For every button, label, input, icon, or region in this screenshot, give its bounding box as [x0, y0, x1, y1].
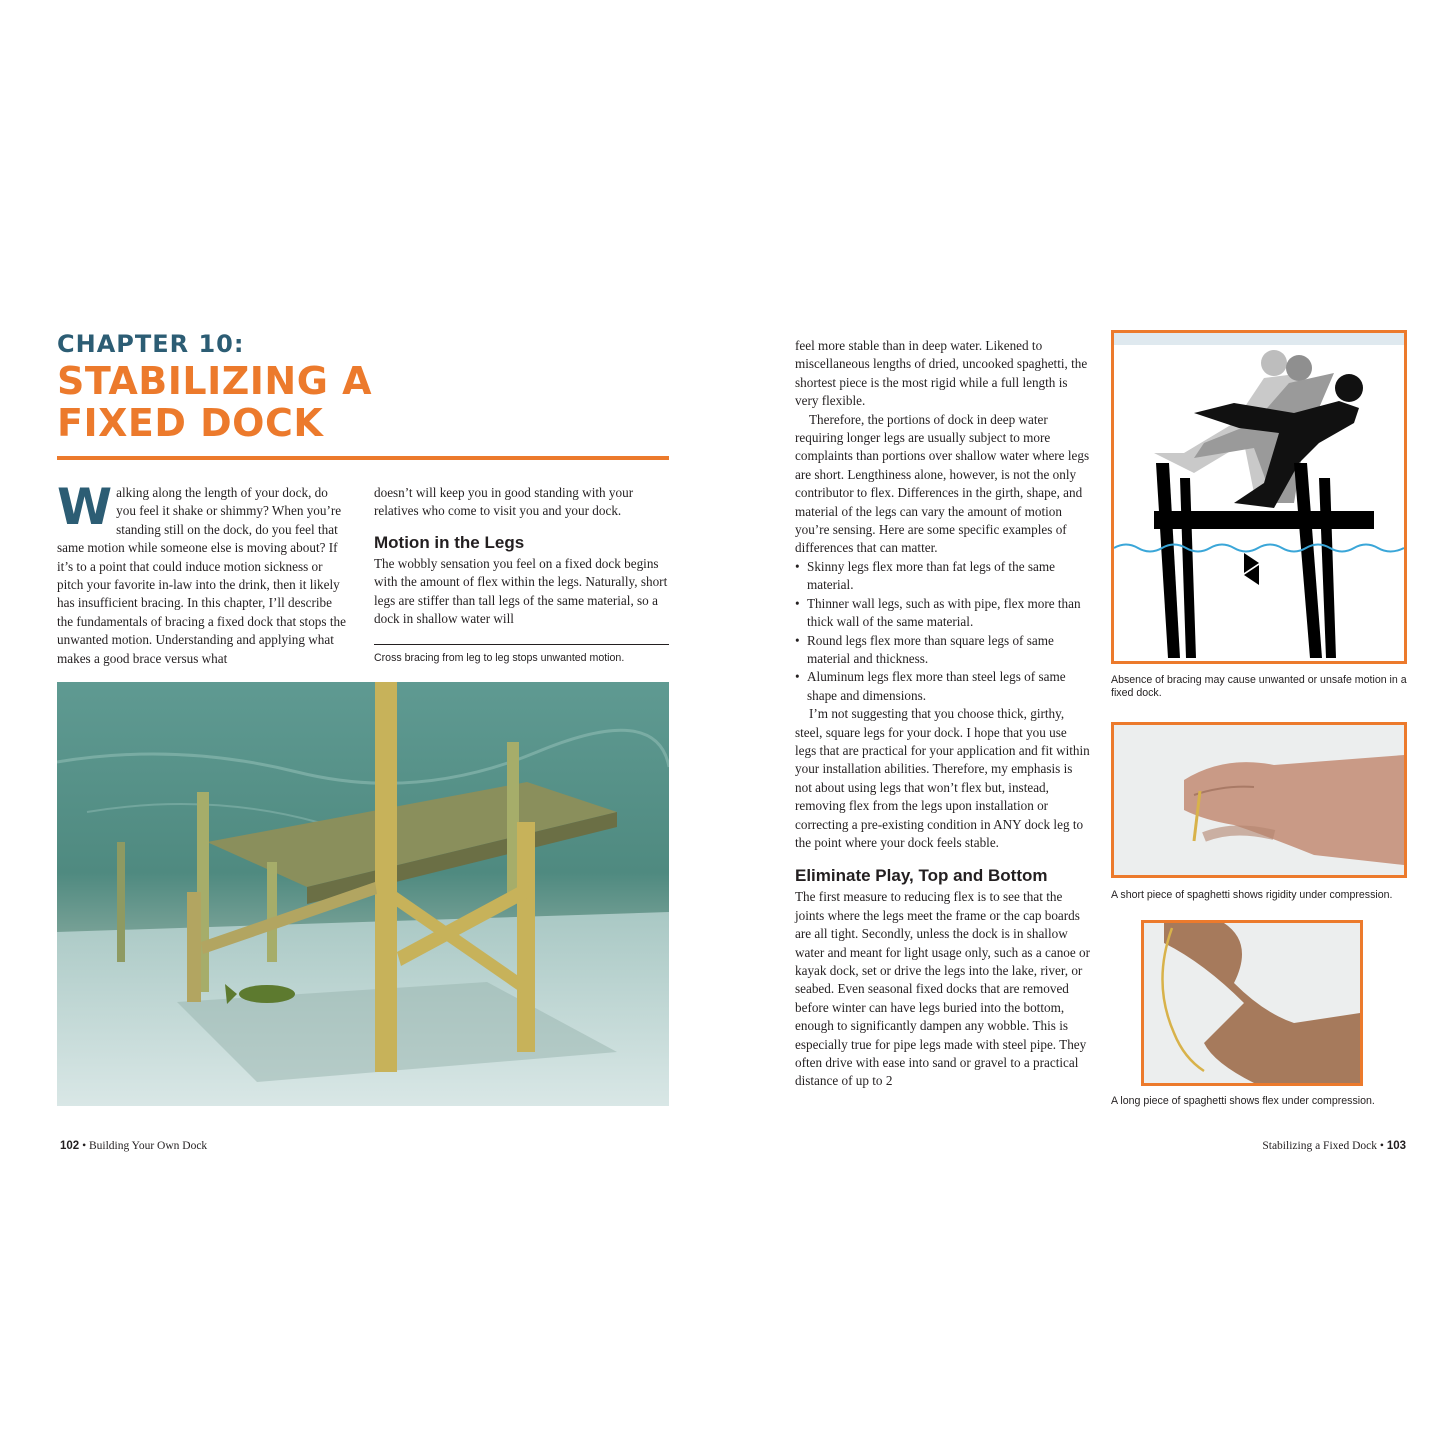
- heading-motion-in-legs: Motion in the Legs: [374, 532, 525, 552]
- caption-rule: [374, 644, 669, 645]
- chapter-title-line2: FIXED DOCK: [57, 401, 324, 445]
- leg-flex-list: [795, 558, 1091, 705]
- page-number-left: 102: [60, 1140, 80, 1152]
- list-item: • Round legs flex more than square legs of same material and thickness.: [795, 632, 1091, 669]
- right-text-column: [795, 337, 1091, 1091]
- right-para1: feel more stable than in deep water. Likened to miscellaneous lengths of dried, uncooked spaghetti, the shortest piece is the most rigid while a full length is very flexible.: [795, 338, 1088, 409]
- right-para3: I’m not suggesting that you choose thick, girthy, steel, square legs for your dock. I hope that you use legs that are practical for your application and fit within your installation abilities. Therefore, my emphasis is not about using legs that won’t flex but, instead, removing flex from the legs upon installation or correcting a pre-existing condition in ANY dock leg to the point where your dock feels stable.: [795, 706, 1090, 850]
- caption-unbraced: Absence of bracing may cause unwanted or unsafe motion in a fixed dock.: [1111, 674, 1407, 699]
- short-spaghetti-svg: [1114, 725, 1404, 875]
- motion-text: The wobbly sensation you feel on a fixed dock begins with the amount of flex within the legs. Naturally, short legs are stiffer than tall legs of the same material, so a dock in shallow water will: [374, 555, 668, 627]
- right-para4: The first measure to reducing flex is to see that the joints where the legs meet the frame or the cap boards are all tight. Secondly, unless the dock is in shallow water and meant for light usage only, such as a canoe or kayak dock, set or drive the legs into the lake, river, or seabed. Even seasonal fixed docks that are removed before winter can have legs buried into the bottom, enough to significantly dampen any wobble. This is especially true for pipe legs made with steel pipe. They often drive with ease into sand or gravel to a practical distance of up to 2: [795, 889, 1091, 1089]
- long-spaghetti-svg: [1144, 923, 1360, 1083]
- page-number-right: 103: [1386, 1140, 1406, 1152]
- intro-text: alking along the length of your dock, do you feel it shake or shimmy? When you’re standing still on the dock, do you feel that same motion while someone else is moving about? If it’s to a point that could induce motion sickness or pitch your favorite in-law into the drink, then it likely has insufficient bracing. In this chapter, I’ll describe the fundamentals of bracing a fixed dock that stops the unwanted motion. Understanding and applying what makes a good brace versus what: [57, 485, 346, 666]
- unbraced-dock-figure: [1111, 330, 1407, 664]
- unbraced-dock-svg: [1114, 333, 1404, 661]
- chapter-title: [57, 360, 677, 444]
- footer-chapter-title: Stabilizing a Fixed Dock: [1262, 1140, 1378, 1152]
- dock-illustration-svg: [57, 682, 669, 1106]
- right-para2: Therefore, the portions of dock in deep water requiring longer legs are usually subject to more complaints than portions over shallow water where legs are short. Lengthiness alone, however, is not the only contributor to flex. Differences in the girth, shape, and material of the legs can vary the amount of motion you’re sensing. Here are some specific examples of differences that can matter.: [795, 411, 1090, 556]
- list-item: • Aluminum legs flex more than steel legs of same shape and dimensions.: [795, 668, 1091, 705]
- underwater-dock-illustration: [57, 682, 669, 1106]
- heading-eliminate-play: Eliminate Play, Top and Bottom: [795, 866, 1048, 886]
- title-rule: [57, 456, 669, 460]
- footer-right: [1262, 1137, 1406, 1155]
- caption-short-spaghetti: A short piece of spaghetti shows rigidity under compression.: [1111, 889, 1393, 901]
- chapter-title-line1: STABILIZING A: [57, 359, 373, 403]
- col2-text: doesn’t will keep you in good standing with your relatives who come to visit you and your dock.: [374, 485, 634, 519]
- footer-book-title: Building Your Own Dock: [88, 1140, 208, 1152]
- chapter-label: CHAPTER 10:: [57, 330, 245, 358]
- list-item: • Thinner wall legs, such as with pipe, flex more than thick wall of the same material.: [795, 595, 1091, 632]
- footer-left: [60, 1137, 207, 1155]
- footer-sep-right: •: [1379, 1140, 1384, 1152]
- footer-sep-left: •: [82, 1140, 87, 1152]
- intro-column: [57, 478, 347, 668]
- long-spaghetti-photo: [1141, 920, 1363, 1086]
- figure-caption-bracing: Cross bracing from leg to leg stops unwanted motion.: [374, 652, 625, 664]
- list-item: • Skinny legs flex more than fat legs of the same material.: [795, 558, 1091, 595]
- left-column-2: [374, 484, 669, 628]
- short-spaghetti-photo: [1111, 722, 1407, 878]
- drop-cap: W: [57, 478, 113, 536]
- caption-long-spaghetti: A long piece of spaghetti shows flex under compression.: [1111, 1095, 1375, 1107]
